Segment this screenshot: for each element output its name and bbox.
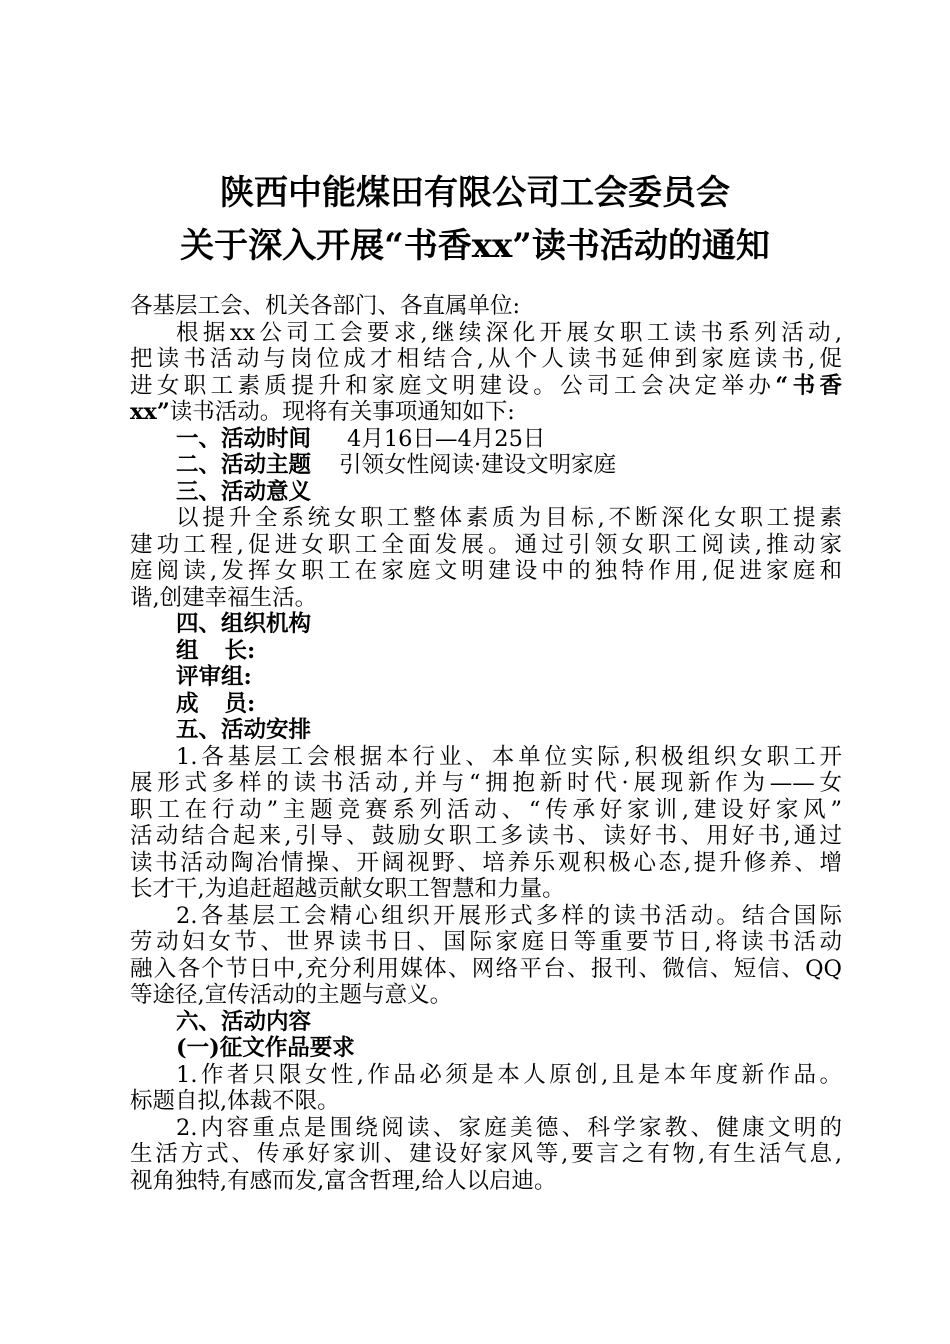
section-5-item-2-line-4: 等途径,宣传活动的主题与意义。 bbox=[130, 982, 453, 1008]
section-6-subheading-1: (一)征文作品要求 bbox=[176, 1035, 355, 1061]
section-1-value: 4月16日—4月25日 bbox=[347, 425, 546, 452]
section-5-heading: 五、活动安排 bbox=[176, 717, 312, 743]
section-3-heading: 三、活动意义 bbox=[176, 478, 312, 505]
intro-line-2: 把读书活动与岗位成才相结合,从个人读书延伸到家庭读书,促 bbox=[130, 346, 842, 372]
org-member bbox=[130, 691, 842, 718]
section-3-para-line-2: 建功工程,促进女职工全面发展。通过引领女职工阅读,推动家 bbox=[130, 531, 842, 558]
section-3-para-line-4: 谐,创建幸福生活。 bbox=[130, 584, 318, 611]
org-leader-char-1: 组 bbox=[176, 637, 199, 664]
intro-line-3-text: 进女职工素质提升和家庭文明建设。公司工会决定举办 bbox=[130, 372, 776, 399]
intro-line-3-bold: “书香 bbox=[775, 372, 842, 399]
section-2 bbox=[130, 452, 842, 479]
salutation: 各基层工会、机关各部门、各直属单位: bbox=[130, 293, 521, 319]
section-2-value: 引领女性阅读·建设文明家庭 bbox=[339, 452, 617, 478]
section-5-item-2-line-3: 融入各个节日中,充分利用媒体、网络平台、报刊、微信、短信、QQ bbox=[130, 955, 842, 982]
document-body bbox=[130, 293, 842, 1194]
org-leader-char-2: 长: bbox=[224, 637, 256, 664]
section-3-para-line-3: 庭阅读,发挥女职工在家庭文明建设中的独特作用,促进家庭和 bbox=[130, 558, 842, 584]
section-6-item-1-line-2: 标题自拟,体裁不限。 bbox=[130, 1088, 340, 1114]
section-6-item-2-line-1: 2.内容重点是围绕阅读、家庭美德、科学家教、健康文明的 bbox=[176, 1114, 842, 1141]
section-1-heading: 一、活动时间 bbox=[176, 425, 312, 452]
doc-title-line-1: 陕西中能煤田有限公司工会委员会 bbox=[220, 173, 730, 213]
section-6-item-2-line-3: 视角独特,有感而发,富含哲理,给人以启迪。 bbox=[130, 1167, 557, 1194]
section-6-heading: 六、活动内容 bbox=[176, 1008, 312, 1035]
section-5-item-1-line-2: 展形式多样的读书活动,并与“拥抱新时代·展现新作为——女 bbox=[130, 770, 842, 796]
org-member-char-1: 成 bbox=[176, 690, 199, 717]
intro-line-4-bold: xx” bbox=[130, 399, 170, 425]
org-leader bbox=[130, 638, 842, 665]
section-5-item-1-line-4: 活动结合起来,引导、鼓励女职工多读书、读好书、用好书,通过 bbox=[130, 823, 842, 849]
intro-line-1: 根据xx公司工会要求,继续深化开展女职工读书系列活动, bbox=[176, 319, 842, 346]
section-5-item-2-line-1: 2.各基层工会精心组织开展形式多样的读书活动。结合国际 bbox=[176, 902, 842, 929]
org-member-char-2: 员: bbox=[224, 690, 256, 717]
intro-line-3 bbox=[130, 373, 842, 400]
section-2-heading: 二、活动主题 bbox=[176, 452, 312, 478]
section-6-item-2-line-2: 生活方式、传承好家训、建设好家风等,要言之有物,有生活气息, bbox=[130, 1141, 842, 1167]
intro-line-4 bbox=[130, 399, 842, 426]
section-5-item-1-line-1: 1.各基层工会根据本行业、本单位实际,积极组织女职工开 bbox=[176, 743, 842, 770]
doc-title-line-2: 关于深入开展“书香xx”读书活动的通知 bbox=[180, 226, 770, 266]
section-4-heading: 四、组织机构 bbox=[176, 611, 312, 637]
section-5-item-1-line-3: 职工在行动”主题竞赛系列活动、“传承好家训,建设好家风” bbox=[130, 796, 842, 823]
section-5-item-2-line-2: 劳动妇女节、世界读书日、国际家庭日等重要节日,将读书活动 bbox=[130, 929, 842, 955]
intro-line-4-text: 读书活动。现将有关事项通知如下: bbox=[169, 399, 515, 425]
org-review: 评审组: bbox=[176, 664, 252, 690]
section-5-item-1-line-6: 长才干,为追赶超越贡献女职工智慧和力量。 bbox=[130, 876, 565, 902]
section-1 bbox=[130, 426, 842, 453]
section-3-para-line-1: 以提升全系统女职工整体素质为目标,不断深化女职工提素 bbox=[176, 505, 842, 531]
section-5-item-1-line-5: 读书活动陶冶情操、开阔视野、培养乐观积极心态,提升修养、增 bbox=[130, 849, 842, 876]
section-6-item-1-line-1: 1.作者只限女性,作品必须是本人原创,且是本年度新作品。 bbox=[176, 1061, 842, 1088]
